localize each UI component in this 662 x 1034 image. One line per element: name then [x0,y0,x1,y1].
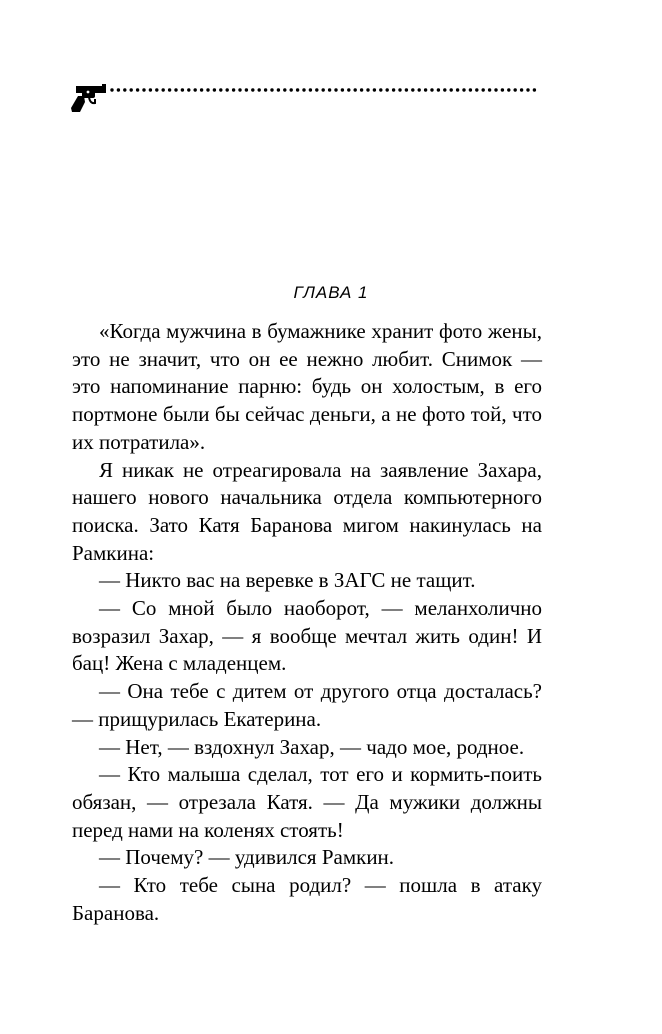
header-ornament-graphic [68,78,548,114]
ornament-dot [488,88,491,91]
ornament-dot [398,88,401,91]
ornament-dot [302,88,305,91]
ornament-dot [469,88,472,91]
ornament-dot [226,88,229,91]
ornament-dot [501,88,504,91]
ornament-dot [181,88,184,91]
ornament-dot [443,88,446,91]
ornament-dot [130,88,133,91]
ornament-dot [110,88,113,91]
ornament-dot [245,88,248,91]
paragraph-8: — Почему? — удивился Рамкин. [99,845,395,870]
ornament-dot [507,88,510,91]
ornament-dot [354,88,357,91]
ornament-dot [482,88,485,91]
ornament-dot [450,88,453,91]
ornament-dot [520,88,523,91]
ornament-dot [494,88,497,91]
ornament-dot [456,88,459,91]
ornament-dot [264,88,267,91]
ornament-dot [341,88,344,91]
paragraph-4: — Со мной было наоборот, — меланхолично возразил Захар, — я вообще мечтал жить один! И бац! Жена с младенцем. [72,596,542,676]
ornament-dot [142,88,145,91]
ornament-dot [213,88,216,91]
ornament-dot [411,88,414,91]
ornament-dot [430,88,433,91]
ornament-dot [533,88,536,91]
header-ornament [68,78,548,114]
ornament-dot [526,88,529,91]
ornament-dot [123,88,126,91]
ornament-dot [392,88,395,91]
ornament-dot [475,88,478,91]
paragraph-6: — Нет, — вздохнул Захар, — чадо мое, родное. [99,734,525,759]
ornament-dot [366,88,369,91]
body-text [72,318,542,927]
ornament-dot [309,88,312,91]
chapter-title: ГЛАВА 1 [293,283,369,302]
ornament-dot [418,88,421,91]
paragraph-1: «Когда мужчина в бумажнике хранит фото жены, это не значит, что он ее нежно любит. Снимок — это напоминание парню: будь он холостым, в его портмоне были бы сейчас деньги, а не фото той, что их потратила». [72,319,542,454]
ornament-dot [360,88,363,91]
ornament-dot [117,88,120,91]
ornament-dot [168,88,171,91]
ornament-dot [187,88,190,91]
ornament-dot [136,88,139,91]
ornament-dot [405,88,408,91]
ornament-dot [251,88,254,91]
ornament-dot [379,88,382,91]
ornament-dot [322,88,325,91]
revolver-icon [71,84,106,112]
ornament-dot [334,88,337,91]
ornament-dot [200,88,203,91]
ornament-dot [296,88,299,91]
ornament-dot [277,88,280,91]
ornament-dot [258,88,261,91]
ornament-dot [437,88,440,91]
ornament-dot [232,88,235,91]
ornament-dot [347,88,350,91]
ornament-dot [206,88,209,91]
ornament-dot [194,88,197,91]
ornament-dot [386,88,389,91]
ornament-dot [290,88,293,91]
ornament-dot [315,88,318,91]
ornament-dot [270,88,273,91]
ornament-dot [238,88,241,91]
paragraph-9: — Кто тебе сына родил? — пошла в атаку Баранова. [72,873,542,925]
ornament-dot [155,88,158,91]
ornament-dot [514,88,517,91]
ornament-dot [162,88,165,91]
ornament-dot [149,88,152,91]
ornament-dot [174,88,177,91]
dotted-rule [110,88,536,91]
ornament-dot [462,88,465,91]
paragraph-2: Я никак не отреагировала на заявление Захара, нашего нового начальника отдела компьютерного поиска. Зато Катя Баранова мигом накинулась на Рамкина: [72,457,542,565]
ornament-dot [283,88,286,91]
ornament-dot [373,88,376,91]
ornament-dot [328,88,331,91]
paragraph-7: — Кто малыша сделал, тот его и кормить-поить обязан, — отрезала Катя. — Да мужики должны перед нами на коленях стоять! [72,762,542,842]
paragraph-3: — Никто вас на веревке в ЗАГС не тащит. [99,568,476,593]
paragraph-5: — Она тебе с дитем от другого отца досталась? — прищурилась Екатерина. [72,679,542,731]
ornament-dot [219,88,222,91]
ornament-dot [424,88,427,91]
